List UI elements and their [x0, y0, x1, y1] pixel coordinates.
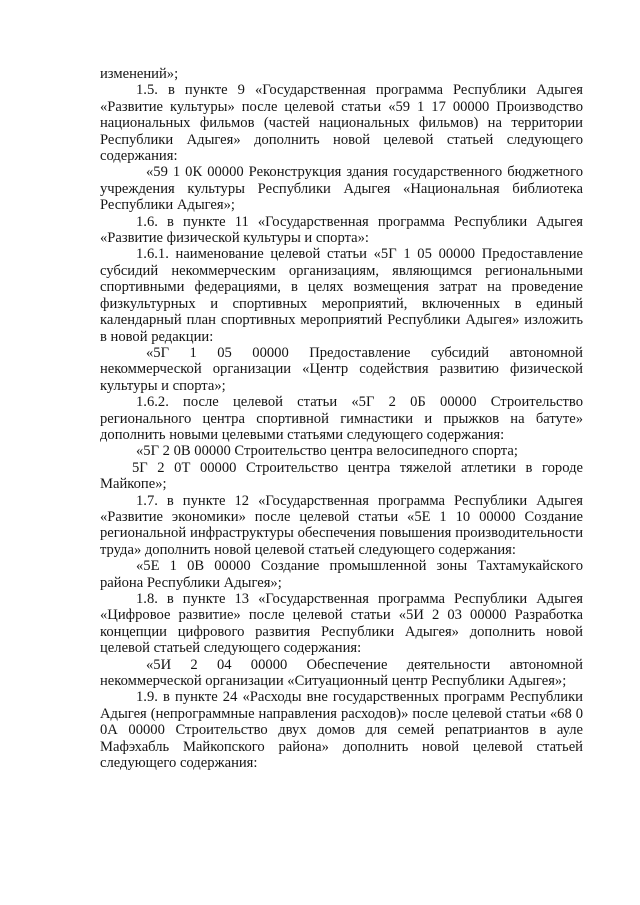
- paragraph-1-6-1: 1.6.1. наименование целевой статьи «5Г 1 05 00000 Предоставление субсидий некоммерческим организациям, являющимся региональными спортивными федерациями, в целях возмещения затрат на проведение физкультурных и спортивных мероприятий, включенных в единый календарный план спортивных мероприятий Республики Адыгея» изложить в новой редакции:: [100, 246, 583, 345]
- paragraph-1-8: 1.8. в пункте 13 «Государственная программа Республики Адыгея «Цифровое развитие» после целевой статьи «5И 2 03 00000 Разработка концепции цифрового развития Республики Адыгея» дополнить новой целевой статьей следующего содержания:: [100, 591, 583, 657]
- paragraph-1-7: 1.7. в пункте 12 «Государственная программа Республики Адыгея «Развитие экономики» после целевой статьи «5Е 1 10 00000 Создание региональной инфраструктуры обеспечения повышения производительности труда» дополнить новой целевой статьей следующего содержания:: [100, 492, 583, 558]
- document-body: [100, 66, 583, 771]
- paragraph-1-6-2: 1.6.2. после целевой статьи «5Г 2 0Б 00000 Строительство регионального центра спортивной гимнастики и прыжков на батуте» дополнить новыми целевыми статьями следующего содержания:: [100, 394, 583, 443]
- paragraph-1-8-insert: «5И 2 04 00000 Обеспечение деятельности автономной некоммерческой организации «Ситуационный центр Республики Адыгея»;: [100, 656, 583, 690]
- paragraph-1-6-1-new-wording: «5Г 1 05 00000 Предоставление субсидий автономной некоммерческой организации «Центр содействия развитию физической культуры и спорта»;: [100, 344, 583, 394]
- paragraph-1-5-insert: «59 1 0К 00000 Реконструкция здания государственного бюджетного учреждения культуры Республики Адыгея «Национальная библиотека Республики Адыгея»;: [100, 164, 583, 214]
- paragraph-continuation: изменений»;: [100, 66, 179, 82]
- paragraph-1-7-insert: «5Е 1 0В 00000 Создание промышленной зоны Тахтамукайского района Республики Адыгея»;: [100, 558, 583, 591]
- paragraph-1-6-2-insert-a: «5Г 2 0В 00000 Строительство центра велосипедного спорта;: [136, 443, 518, 460]
- paragraph-1-5: 1.5. в пункте 9 «Государственная программа Республики Адыгея «Развитие культуры» после целевой статьи «59 1 17 00000 Производство национальных фильмов (частей национальных фильмов) на территории Республики Адыгея» дополнить новой целевой статьей следующего содержания:: [100, 82, 583, 165]
- paragraph-1-6: 1.6. в пункте 11 «Государственная программа Республики Адыгея «Развитие физической культуры и спорта»:: [100, 213, 583, 247]
- paragraph-1-9: 1.9. в пункте 24 «Расходы вне государственных программ Республики Адыгея (непрограммные направления расходов)» после целевой статьи «68 0 0А 00000 Строительство двух домов для семей репатриантов в ауле Мафэхабль Майкопского района» дополнить новой целевой статьей следующего содержания:: [100, 689, 583, 772]
- paragraph-1-6-2-insert-b: 5Г 2 0Т 00000 Строительство центра тяжелой атлетики в городе Майкопе»;: [100, 459, 583, 493]
